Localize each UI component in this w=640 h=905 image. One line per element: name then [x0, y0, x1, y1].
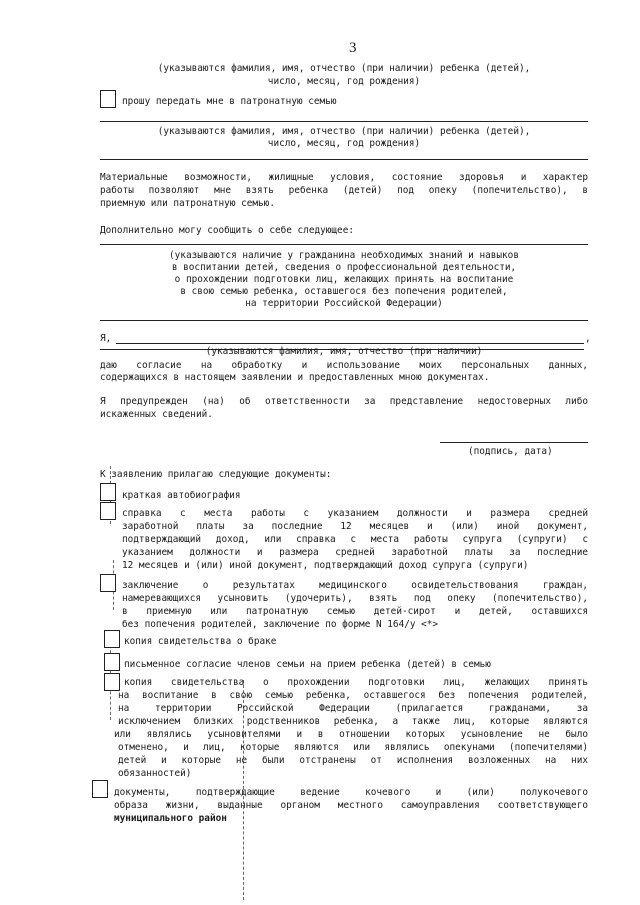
doc-family-consent: письменное согласие членов семьи на прием ребенка (детей) в семью — [124, 659, 491, 670]
doc-medical-line-1: заключение о результатах медицинского освидетельствования граждан, — [122, 580, 588, 591]
hint-knowledge-1: (указываются наличие у гражданина необходимых знаний и навыков — [169, 250, 519, 261]
doc-work-line-5: 12 месяцев и (или) иной документ, подтверждающий доход супруга (супруги) — [122, 560, 529, 571]
page-number: 3 — [349, 40, 357, 56]
doc-checkbox-marriage[interactable] — [104, 630, 120, 648]
doc-nomadic-line-2: образа жизни, выданные органом местного самоуправления соответствующего — [114, 800, 588, 811]
doc-training-line-4: исключением близких родственников ребенка, а также лиц, которые являются — [118, 716, 588, 727]
doc-checkbox-autobiography[interactable] — [100, 483, 116, 501]
material-line-3: приемную или патронатную семью. — [100, 198, 275, 209]
consent-line-1: даю согласие на обработку и использование моих персональных данных, — [100, 360, 588, 371]
doc-checkbox-family-consent[interactable] — [104, 653, 120, 671]
doc-training-line-3: на территории Российской Федерации (прилагается гражданами, за — [118, 703, 588, 714]
doc-checkbox-medical[interactable] — [100, 574, 116, 592]
patronat-request-text: прошу передать мне в патронатную семью — [122, 96, 337, 107]
doc-autobiography: краткая автобиография — [122, 490, 241, 501]
warning-line-1: Я предупрежден (на) об ответственности за представление недостоверных либо — [100, 396, 588, 407]
doc-marriage: копия свидетельства о браке — [124, 636, 277, 647]
hint-child-2b: число, месяц, год рождения) — [267, 138, 421, 149]
ya-prefix: Я, — [100, 333, 112, 344]
additional-info-line[interactable] — [100, 244, 588, 245]
doc-work-line-1: справка с места работы с указанием должности и размера средней — [122, 508, 588, 519]
hint-knowledge-4: в свою семью ребенка, оставшегося без попечения родителей, — [180, 286, 508, 297]
doc-training-line-6: отменено, и лиц, которые являются или являлись опекунами (попечителями) — [118, 742, 588, 753]
doc-medical-line-4: без попечения родителей, заключение по форме N 164/у <*> — [122, 619, 439, 630]
child-name-line-2[interactable] — [100, 121, 588, 122]
material-line-1: Материальные возможности, жилищные условия, состояние здоровья и характер — [100, 172, 588, 183]
hint-child-1b: число, месяц, год рождения) — [267, 76, 421, 87]
hint-child-1a: (указываются фамилия, имя, отчество (при наличии) ребенка (детей), — [157, 63, 531, 74]
doc-work-line-4: указанием должности и размера средней заработной платы за последние — [122, 547, 588, 558]
doc-nomadic-line-1: документы, подтверждающие ведение кочевого и (или) полукочевого — [114, 787, 588, 798]
doc-checkbox-training[interactable] — [104, 673, 120, 691]
material-line-2: работы позволяют мне взять ребенка (детей) под опеку (попечительство), в — [100, 185, 588, 196]
hint-fio: (указываются фамилия, имя, отчество (при наличии) — [205, 346, 483, 357]
signature-hint: (подпись, дата) — [468, 446, 553, 457]
warning-line-2: искаженных сведений. — [100, 409, 213, 420]
hint-child-2a: (указываются фамилия, имя, отчество (при наличии) ребенка (детей), — [157, 126, 531, 137]
doc-work-line-3: подтверждающий доход, или справка с места работы супруга (супруги) с — [122, 534, 588, 545]
hint-knowledge-3: о прохождении подготовки лиц, желающих принять на воспитание — [174, 274, 514, 285]
child-name-line-2b[interactable] — [100, 159, 588, 160]
signature-line[interactable] — [440, 442, 588, 443]
doc-training-line-8: обязанностей) — [118, 768, 192, 779]
fio-line[interactable] — [116, 343, 584, 344]
doc-training-line-2: на воспитание в свою семью ребенка, оставшегося без попечения родителей, — [118, 690, 588, 701]
doc-training-line-7: детей и которые не были отстранены от исполнения возложенных на них — [118, 755, 588, 766]
doc-medical-line-3: в приемную или патронатную семью детей-сирот и детей, оставшихся — [122, 606, 588, 617]
hint-knowledge-5: на территории Российской Федерации) — [245, 298, 443, 309]
consent-line-2: содержащихся в настоящем заявлении и предоставленных мною документах. — [100, 372, 490, 383]
patronat-checkbox[interactable] — [100, 90, 116, 108]
doc-medical-line-2: намеревающихся усыновить (удочерить), взять под опеку (попечительство), — [122, 593, 588, 604]
additional-info-line-2[interactable] — [100, 320, 588, 321]
doc-work-line-2: заработной платы за последние 12 месяцев и (или) иной документ, — [122, 521, 588, 532]
doc-training-line-1: копия свидетельства о прохождении подготовки лиц, желающих принять — [124, 677, 588, 688]
doc-checkbox-work-certificate[interactable] — [100, 502, 116, 520]
hint-knowledge-2: в воспитании детей, сведения о профессиональной деятельности, — [171, 262, 517, 273]
fio-comma: , — [585, 333, 591, 344]
doc-checkbox-nomadic[interactable] — [92, 780, 108, 798]
doc-training-line-5: или являлись усыновителями и в отношении которых усыновление не было — [114, 729, 588, 740]
attach-intro: К заявлению прилагаю следующие документы: — [100, 469, 332, 480]
additional-info-label: Дополнительно могу сообщить о себе следующее: — [100, 225, 354, 236]
doc-nomadic-line-3: муниципального район — [114, 813, 227, 824]
